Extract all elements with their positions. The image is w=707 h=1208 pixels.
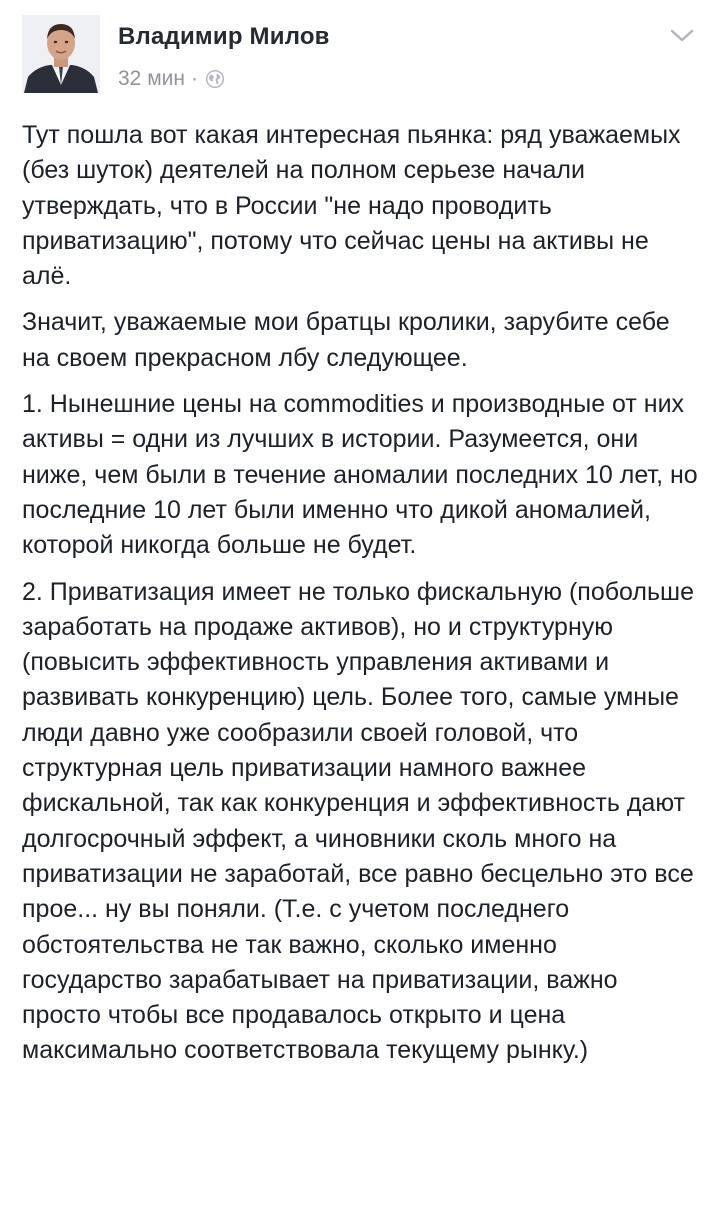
chevron-down-icon[interactable] (669, 27, 695, 45)
post-paragraph: Тут пошла вот какая интересная пьянка: ряд уважаемых (без шуток) деятелей на полном серьезе начали утверждать, что в России "не надо проводить приватизацию", потому что сейчас цены на активы не алё. (22, 121, 681, 291)
post-paragraph: 1. Нынешние цены на commodities и производные от них активы = одни из лучших в истории. Разумеется, они ниже, чем были в течение аномалии последних 10 лет, но последние 10 лет были именно что дикой аномалией, которой никогда больше не будет. (22, 390, 698, 560)
post-paragraph: Значит, уважаемые мои братцы кролики, зарубите себе на своем прекрасном лбу следующее. (22, 308, 670, 372)
author-avatar[interactable] (22, 15, 100, 93)
author-name[interactable]: Владимир Милов (118, 23, 330, 50)
post-meta (118, 67, 225, 91)
post-timestamp[interactable]: 32 мин (118, 67, 185, 90)
meta-separator: · (190, 67, 198, 90)
post-text (22, 118, 698, 1080)
post-header (22, 15, 697, 95)
globe-icon (205, 69, 225, 89)
post-paragraph: 2. Приватизация имеет не только фискальную (побольше заработать на продаже активов), но и структурную (повысить эффективность управления активами и развивать конкуренцию) цель. Более того, самые умные люди давно уже сообразили своей головой, что структурная цель приватизации намного важнее фискальной, так как конкуренция и эффективность дают долгосрочный эффект, а чиновники сколь много на приватизации не заработай, все равно бесцельно это все прое... ну вы поняли. (Т.е. с учетом последнего обстоятельства не так важно, сколько именно государство зарабатывает на приватизации, важно просто чтобы все продавалось открыто и цена максимально соответствовала текущему рынку.) (22, 577, 694, 1065)
author-photo (22, 15, 100, 93)
